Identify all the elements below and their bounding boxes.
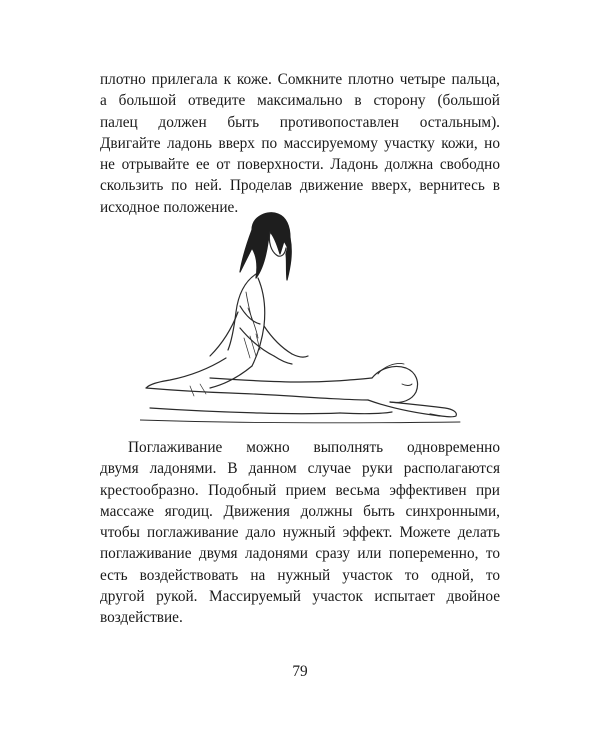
text-line: Двигайте ладонь вверх по массируемому участку кожи, но [100,134,500,152]
text-line: другой рукой. Массируемый участок испытает двойное [100,588,500,606]
text-line: палец должен быть противопоставлен остальным). [100,113,500,131]
text-line: есть воздействовать на нужный участок то одной, то [100,566,500,584]
client-body [146,363,456,416]
therapist-body [146,274,308,388]
text-line: плотно прилегала к коже. Сомкните плотно четыре пальца, [100,71,500,88]
text-line: двумя ладонями. В данном случае руки располагаются [100,460,500,478]
massage-illustration [140,208,470,436]
text-line: Поглаживание можно выполнять одновременно [128,439,500,456]
shading-lines [190,334,260,396]
text-line: а большой отведите максимально в сторону (большой [100,92,500,110]
text-line: массаже ягодиц. Движения должны быть синхронными, [100,502,500,520]
paragraph-1 [100,69,500,218]
paragraph-2 [100,437,500,629]
page-number: 79 [292,663,308,680]
text-line: крестообразно. Подобный прием весьма эффективен при [100,481,500,499]
text-line: чтобы поглаживание дало нужный эффект. Можете делать [100,524,500,542]
floor-line [140,420,460,423]
therapist-hair [240,213,291,280]
text-line: скользить по ней. Проделав движение вверх, вернитесь в [100,177,500,195]
text-line: воздействие. [100,609,183,627]
text-line: поглаживание двумя ладонями сразу или попеременно, то [100,545,500,563]
text-line: исходное положение. [100,198,239,216]
text-line: не отрывайте ее от поверхности. Ладонь должна свободно [100,156,500,174]
